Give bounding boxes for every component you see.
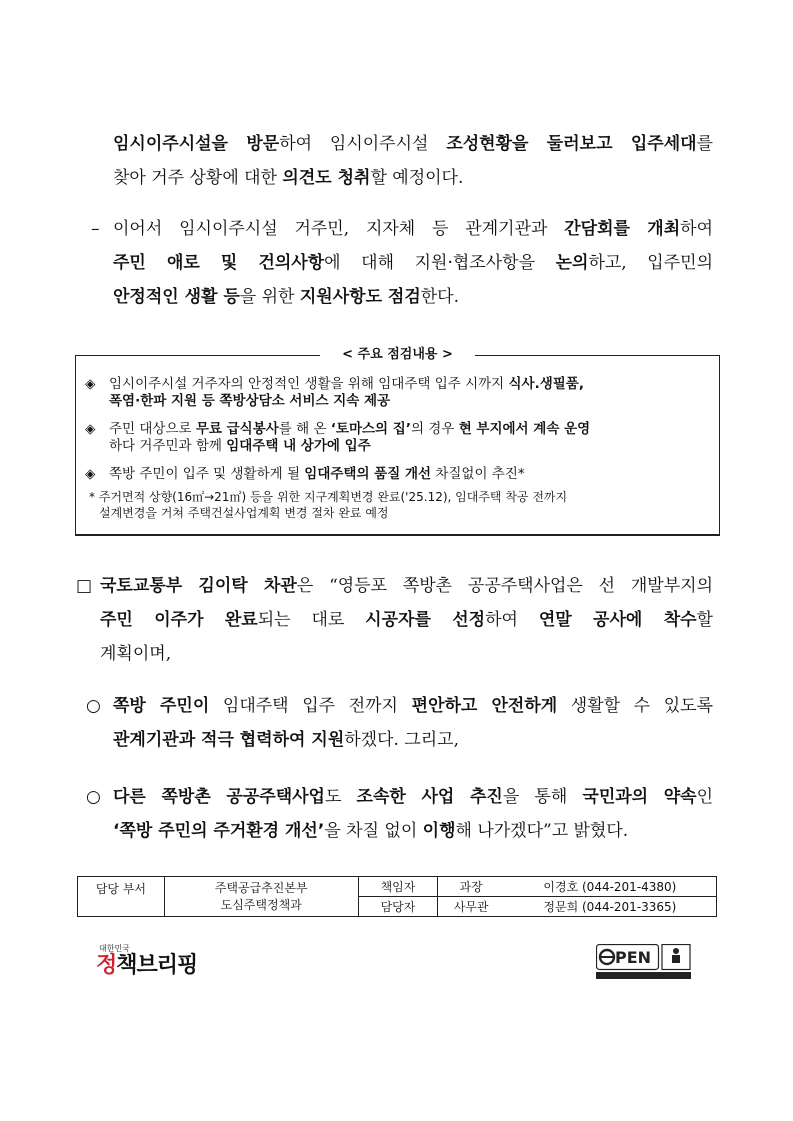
box-title: < 주요 점검내용 > — [75, 343, 720, 362]
bold-text-run: 조성현황을 둘러보고 입주세대 — [446, 134, 697, 154]
bold-text-run: 식사.생필품, — [508, 376, 584, 392]
text-run: 한다. — [420, 287, 459, 307]
table-row — [78, 877, 717, 897]
text-run: 에 대해 지원·협조사항을 — [324, 253, 556, 273]
dept-name-line-1: 주택공급추진본부 — [214, 880, 308, 895]
box-item-3-line-1 — [109, 466, 715, 483]
text-run: 하여 — [680, 219, 713, 239]
kogl-open-logo — [596, 944, 696, 980]
vice-minister-line-2 — [100, 603, 713, 637]
text-run: 생활할 수 있도록 — [557, 696, 713, 716]
box-item-1 — [85, 376, 715, 410]
dash-marker: – — [91, 219, 100, 239]
bold-text-run: 간담회를 개최 — [564, 219, 681, 239]
text-run: 을 통해 — [502, 787, 583, 807]
box-item-3 — [85, 466, 715, 483]
text-run: 하여 — [485, 610, 539, 630]
text-run: 인 — [696, 787, 714, 807]
text-run: 할 예정이다. — [370, 168, 464, 188]
circle-marker: ○ — [86, 787, 101, 807]
bold-text-run: ‘쪽방 주민의 주거환경 개선’ — [113, 821, 325, 841]
bold-text-run: 편안하고 안전하게 — [411, 696, 558, 716]
box-item-2-line-2 — [109, 438, 715, 455]
bold-text-run: 국민과의 약속 — [582, 787, 697, 807]
text-run: 하고, 입주민의 — [588, 253, 713, 273]
dept-name-line-2: 도심주택정책과 — [220, 897, 302, 912]
text-run: 하다 거주민과 함께 — [109, 438, 227, 454]
open-text: PEN — [615, 948, 652, 967]
bold-text-run: 관계기관과 적극 협력하여 지원 — [113, 730, 345, 750]
text-run: 주민 대상으로 — [109, 421, 196, 437]
text-run: 의 경우 — [410, 421, 459, 437]
text-run: 임대주택 입주 전까지 — [209, 696, 412, 716]
bold-text-run: 주민 애로 및 건의사항 — [113, 253, 325, 273]
bold-text-run: 다른 쪽방촌 공공주택사업 — [113, 787, 325, 807]
logo-small-text: 대한민국 — [99, 944, 130, 953]
text-run: 되는 대로 — [257, 610, 366, 630]
bold-text-run: 시공자를 선정 — [365, 610, 486, 630]
intro-line-2 — [113, 161, 713, 195]
text-run: 임시이주시설 거주자의 안정적인 생활을 위해 임대주택 입주 시까지 — [109, 376, 509, 392]
bold-text-run: 임대주택 내 상가에 입주 — [226, 438, 371, 454]
box-item-1-line-2 — [109, 393, 715, 410]
text-run: 을 차질 없이 — [324, 821, 423, 841]
vice-minister-line-1 — [100, 569, 713, 603]
bold-text-run: 의견도 청취 — [282, 168, 371, 188]
role-cell: 담당자 — [358, 897, 438, 917]
square-marker: □ — [76, 576, 93, 596]
vice-minister-line-3 — [100, 637, 713, 671]
kogl-badge-icon — [596, 944, 696, 980]
promise-line-1 — [113, 780, 713, 814]
diamond-bullet-icon: ◈ — [85, 466, 96, 482]
meeting-line-2 — [113, 246, 713, 280]
text-run: 찾아 거주 상황에 대한 — [113, 168, 283, 188]
box-footnote — [89, 489, 709, 521]
inspection-box — [75, 347, 720, 536]
text-run: 을 위한 — [239, 287, 300, 307]
support-line-2 — [113, 723, 713, 757]
box-footnote-line-2: 설계변경을 거쳐 주택건설사업계획 변경 절차 완료 예정 — [99, 506, 389, 520]
logo-main-text: 정책브리핑 — [96, 953, 198, 978]
bold-text-run: 임시이주시설을 방문 — [113, 134, 280, 154]
text-run: 를 — [696, 134, 714, 154]
bold-text-run: 주민 이주가 완료 — [100, 610, 258, 630]
name-phone-cell: 정문희 (044-201-3365) — [504, 897, 717, 917]
intro-line-1 — [113, 127, 713, 161]
text-run: * — [517, 466, 525, 482]
diamond-bullet-icon: ◈ — [85, 421, 96, 437]
promise-line-2 — [113, 814, 713, 848]
bold-text-run: 안정적인 생활 등 — [113, 287, 240, 307]
text-run: 하여 임시이주시설 — [279, 134, 447, 154]
text-run: 해 나가겠다”고 밝혔다. — [455, 821, 629, 841]
box-item-2 — [85, 421, 715, 455]
text-run: 이어서 임시이주시설 거주민, 지자체 등 관계기관과 — [113, 219, 565, 239]
text-run: 쪽방 주민이 입주 및 생활하게 될 — [109, 466, 305, 482]
bold-text-run: 국토교통부 김이탁 차관 — [100, 576, 297, 596]
meeting-line-1 — [113, 212, 713, 246]
dept-label: 담당 부서 — [78, 877, 165, 917]
meeting-line-3 — [113, 280, 713, 314]
box-footnote-line-1: * 주거면적 상향(16㎡→21㎡) 등을 위한 지구계획변경 완료('25.12), 임대주택 착공 전까지 — [89, 490, 568, 504]
bold-text-run: 임대주택의 품질 개선 — [304, 466, 432, 482]
text-run: 차질없이 추진 — [431, 466, 518, 482]
text-run: 를 해 온 — [278, 421, 331, 437]
contact-table — [77, 876, 717, 917]
bold-text-run: 이행 — [422, 821, 456, 841]
text-run: 은 “영등포 쪽방촌 공공주택사업은 선 개발부지의 — [296, 576, 713, 596]
circle-marker: ○ — [86, 696, 101, 716]
bold-text-run: 논의 — [555, 253, 589, 273]
policy-briefing-logo — [96, 943, 206, 983]
bold-text-run: 연말 공사에 착수 — [538, 610, 697, 630]
role-cell: 책임자 — [358, 877, 438, 897]
bold-text-run: 무료 급식봉사 — [195, 421, 279, 437]
bold-text-run: 현 부지에서 계속 운영 — [458, 421, 591, 437]
bold-text-run: 쪽방 주민이 — [113, 696, 210, 716]
bold-text-run: 조속한 사업 추진 — [356, 787, 503, 807]
title-cell: 과장 — [438, 877, 504, 897]
text-run: 도 — [324, 787, 357, 807]
text-run: 하겠다. 그리고, — [344, 730, 459, 750]
dept-name — [164, 877, 358, 917]
title-cell: 사무관 — [438, 897, 504, 917]
text-run: 계획이며, — [100, 644, 172, 664]
support-line-1 — [113, 689, 713, 723]
diamond-bullet-icon: ◈ — [85, 376, 96, 392]
name-phone-cell: 이경호 (044-201-4380) — [504, 877, 717, 897]
box-item-1-line-1 — [109, 376, 715, 393]
bold-text-run: ‘토마스의 집’ — [330, 421, 411, 437]
box-item-2-line-1 — [109, 421, 715, 438]
bold-text-run: 지원사항도 점검 — [299, 287, 421, 307]
bold-text-run: 폭염·한파 지원 등 쪽방상담소 서비스 지속 제공 — [109, 393, 391, 409]
text-run: 할 — [696, 610, 713, 630]
